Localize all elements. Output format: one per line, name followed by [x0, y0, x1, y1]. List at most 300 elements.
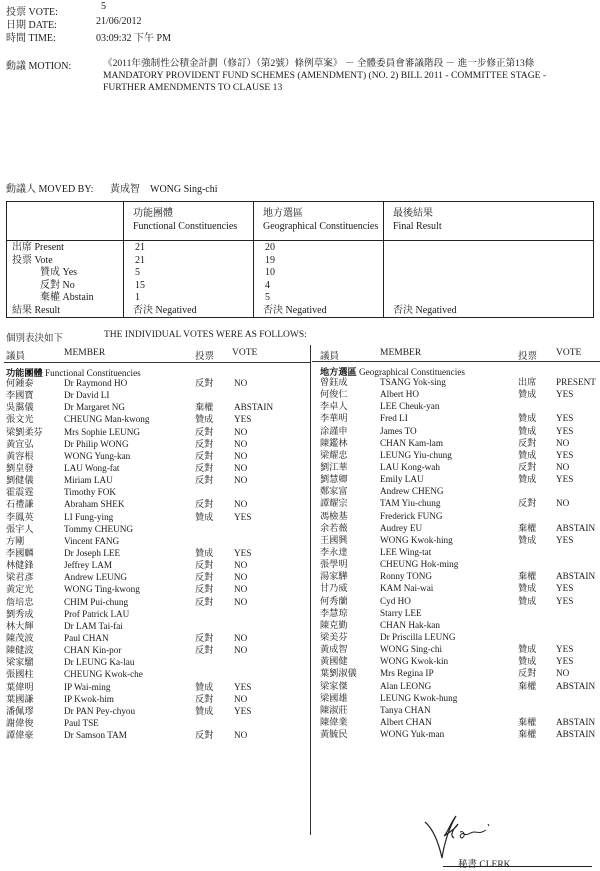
member-vote-en: YES — [556, 413, 574, 424]
row-label-no: 反對 No — [40, 279, 75, 291]
member-vote-en: YES — [234, 414, 252, 425]
member-name-zh: 葉劉淑儀 — [320, 668, 357, 679]
member-name-en: Dr LEUNG Ka-lau — [64, 657, 135, 668]
member-name-en: CHEUNG Kwok-che — [64, 669, 143, 680]
member-name-en: WONG Sing-chi — [380, 644, 443, 655]
member-row — [320, 522, 600, 534]
member-name-zh: 李華明 — [320, 413, 348, 424]
member-row — [320, 473, 600, 485]
member-name-zh: 黃毓民 — [320, 729, 348, 740]
member-vote-en: NO — [234, 693, 248, 704]
member-name-zh: 石禮謙 — [6, 499, 34, 510]
member-name-en: Paul CHAN — [64, 632, 109, 643]
member-row — [6, 377, 306, 389]
col-geographical-zh: 地方選區 — [263, 208, 303, 219]
member-vote-zh: 贊成 — [518, 449, 537, 460]
summary-divider — [383, 202, 384, 317]
member-vote-zh: 贊成 — [195, 705, 214, 716]
member-name-en: Audrey EU — [380, 522, 423, 533]
member-name-zh: 梁家傑 — [320, 680, 348, 691]
member-name-en: Dr LAM Tai-fai — [64, 620, 123, 631]
member-name-en: Jeffrey LAM — [64, 560, 113, 571]
member-row — [6, 462, 306, 474]
member-name-en: LEUNG Yiu-chung — [380, 449, 452, 460]
member-name-zh: 李鳳英 — [6, 511, 34, 522]
member-name-zh: 譚偉豪 — [6, 730, 34, 741]
geographical-no: 4 — [265, 279, 270, 291]
member-name-en: IP Wai-ming — [64, 681, 111, 692]
member-name-en: Timothy FOK — [64, 487, 116, 498]
row-label-abstain: 棄權 Abstain — [40, 292, 94, 304]
left-header-vote-zh: 投票 — [195, 352, 215, 362]
member-vote-zh: 反對 — [195, 438, 214, 449]
member-row — [6, 498, 306, 510]
member-vote-zh: 反對 — [195, 632, 214, 643]
member-name-zh: 李國寶 — [6, 390, 34, 401]
member-vote-zh: 贊成 — [518, 425, 537, 436]
member-vote-zh: 反對 — [195, 584, 214, 595]
member-name-zh: 葉國謙 — [6, 693, 34, 704]
row-label-vote: 投票 Vote — [12, 254, 53, 266]
member-name-zh: 劉秀成 — [6, 608, 34, 619]
member-vote-zh: 贊成 — [195, 547, 214, 558]
member-name-en: Tanya CHAN — [380, 704, 431, 715]
member-name-zh: 劉健儀 — [6, 475, 34, 486]
member-row — [320, 643, 600, 655]
individual-votes-title-zh: 個別表決如下 — [6, 334, 64, 344]
member-row — [6, 596, 306, 608]
member-name-zh: 黃成智 — [320, 644, 348, 655]
member-name-zh: 馮檢基 — [320, 510, 348, 521]
col-final-en: Final Result — [393, 221, 442, 232]
member-name-zh: 張宇人 — [6, 523, 34, 534]
clerk-label: 秘書 CLERK — [458, 860, 511, 870]
member-row — [6, 426, 306, 438]
right-header-member-zh: 議員 — [320, 352, 340, 362]
member-row — [320, 558, 600, 570]
member-name-zh: 劉慧卿 — [320, 474, 348, 485]
member-name-en: Andrew CHENG — [380, 486, 444, 497]
member-name-zh: 梁君彥 — [6, 572, 34, 583]
member-vote-en: YES — [556, 449, 574, 460]
member-row — [320, 485, 600, 497]
functional-no: 15 — [135, 279, 145, 291]
member-vote-zh: 反對 — [195, 693, 214, 704]
member-name-zh: 黃宜弘 — [6, 438, 34, 449]
right-header-vote-zh: 投票 — [518, 352, 538, 362]
member-vote-en: NO — [234, 499, 248, 510]
col-functional-en: Functional Constituencies — [133, 221, 238, 232]
member-row — [6, 523, 306, 535]
member-row — [320, 631, 600, 643]
member-name-en: Paul TSE — [64, 717, 99, 728]
member-vote-zh: 棄權 — [195, 402, 214, 413]
member-vote-en: YES — [556, 534, 574, 545]
member-name-en: CHEUNG Man-kwong — [64, 414, 150, 425]
member-row — [6, 413, 306, 425]
member-row — [6, 656, 306, 668]
member-vote-en: ABSTAIN — [234, 402, 274, 413]
member-row — [6, 571, 306, 583]
member-vote-zh: 贊成 — [518, 595, 537, 606]
member-vote-zh: 贊成 — [518, 644, 537, 655]
member-vote-zh: 棄權 — [518, 729, 537, 740]
member-name-zh: 方剛 — [6, 535, 25, 546]
member-vote-en: YES — [556, 644, 574, 655]
member-vote-en: YES — [556, 474, 574, 485]
member-row — [320, 704, 600, 716]
member-vote-en: YES — [556, 656, 574, 667]
member-vote-zh: 反對 — [195, 596, 214, 607]
member-name-en: Ronny TONG — [380, 571, 432, 582]
member-row — [320, 582, 600, 594]
member-name-en: IP Kwok-him — [64, 693, 114, 704]
member-row — [6, 547, 306, 559]
motion-line-en-1: MANDATORY PROVIDENT FUND SCHEMES (AMENDMENT) (NO. 2) BILL 2011 - COMMITTEE STAGE - — [103, 70, 547, 81]
member-name-en: KAM Nai-wai — [380, 583, 434, 594]
member-name-zh: 陳偉業 — [320, 716, 348, 727]
functional-abstain: 1 — [135, 292, 140, 304]
member-vote-zh: 棄權 — [518, 680, 537, 691]
member-name-en: WONG Ting-kwong — [64, 584, 140, 595]
member-name-zh: 陳健波 — [6, 645, 34, 656]
member-name-en: Albert CHAN — [380, 716, 432, 727]
member-vote-zh: 反對 — [518, 461, 537, 472]
member-vote-en: YES — [556, 425, 574, 436]
member-vote-zh: 贊成 — [518, 583, 537, 594]
member-vote-en: NO — [234, 462, 248, 473]
member-name-zh: 黃定光 — [6, 584, 34, 595]
left-header-member-en: MEMBER — [64, 348, 106, 358]
member-name-zh: 謝偉俊 — [6, 717, 34, 728]
member-name-en: CHAN Kin-por — [64, 645, 122, 656]
member-name-en: Emily LAU — [380, 474, 424, 485]
member-vote-zh: 棄權 — [518, 522, 537, 533]
member-name-en: WONG Kwok-hing — [380, 534, 453, 545]
member-name-en: Albert HO — [380, 389, 420, 400]
right-header-member-en: MEMBER — [380, 348, 422, 358]
geographical-result: 否決 Negatived — [263, 304, 327, 316]
clerk-signature-line — [443, 866, 592, 867]
member-name-zh: 詹培忠 — [6, 596, 34, 607]
member-vote-en: NO — [556, 668, 570, 679]
member-row — [6, 401, 306, 413]
member-row — [320, 400, 600, 412]
member-name-zh: 黃容根 — [6, 450, 34, 461]
member-name-en: Dr Samson TAM — [64, 730, 127, 741]
functional-yes: 5 — [135, 267, 140, 279]
member-name-zh: 劉皇發 — [6, 462, 34, 473]
member-name-en: Dr Margaret NG — [64, 402, 126, 413]
member-row — [320, 655, 600, 667]
member-row — [6, 389, 306, 401]
row-label-result: 結果 Result — [12, 304, 61, 316]
member-vote-zh: 贊成 — [518, 656, 537, 667]
member-name-en: WONG Yung-kan — [64, 450, 131, 461]
member-vote-en: NO — [234, 596, 248, 607]
member-vote-zh: 贊成 — [518, 474, 537, 485]
member-row — [6, 705, 306, 717]
member-name-en: Miriam LAU — [64, 475, 113, 486]
member-name-en: LAU Kong-wah — [380, 461, 440, 472]
col-final-header — [393, 207, 442, 233]
clerk-signature — [420, 810, 500, 860]
member-name-en: Andrew LEUNG — [64, 572, 128, 583]
member-vote-zh: 贊成 — [195, 414, 214, 425]
member-name-zh: 霍震霆 — [6, 487, 34, 498]
column-divider — [310, 345, 311, 835]
member-name-en: CHEUNG Hok-ming — [380, 559, 459, 570]
member-name-zh: 陳淑莊 — [320, 704, 348, 715]
member-name-en: Mrs Sophie LEUNG — [64, 426, 141, 437]
member-vote-en: NO — [556, 498, 570, 509]
member-row — [320, 534, 600, 546]
member-row — [6, 608, 306, 620]
member-name-zh: 林健鋒 — [6, 560, 34, 571]
member-name-zh: 譚耀宗 — [320, 498, 348, 509]
member-vote-zh: 反對 — [195, 475, 214, 486]
member-name-en: Dr Raymond HO — [64, 378, 128, 388]
member-vote-zh: 棄權 — [518, 716, 537, 727]
member-name-en: Cyd HO — [380, 595, 411, 606]
member-name-zh: 湯家驊 — [320, 571, 348, 582]
col-functional-zh: 功能團體 — [133, 208, 173, 219]
member-vote-en: NO — [234, 730, 248, 741]
member-name-en: WONG Kwok-kin — [380, 656, 449, 667]
member-vote-en: NO — [234, 584, 248, 595]
member-name-zh: 何俊仁 — [320, 389, 348, 400]
member-name-en: Dr Joseph LEE — [64, 547, 121, 558]
member-name-en: Dr Priscilla LEUNG — [380, 631, 456, 642]
member-name-zh: 涂謹申 — [320, 425, 348, 436]
member-vote-en: YES — [234, 547, 252, 558]
member-row — [6, 693, 306, 705]
member-name-en: Dr PAN Pey-chyou — [64, 705, 136, 716]
member-row — [320, 595, 600, 607]
member-name-en: Dr David LI — [64, 390, 110, 401]
member-vote-zh: 棄權 — [518, 571, 537, 582]
left-header-member-zh: 議員 — [6, 352, 26, 362]
member-vote-zh: 反對 — [195, 499, 214, 510]
member-name-en: LEE Cheuk-yan — [380, 401, 440, 412]
member-row — [320, 510, 600, 522]
member-vote-en: NO — [556, 437, 570, 448]
col-final-zh: 最後結果 — [393, 208, 433, 219]
member-row — [6, 729, 306, 741]
member-vote-en: NO — [234, 560, 248, 571]
time-value: 03:09:32 下午 PM — [96, 33, 172, 44]
member-vote-en: YES — [556, 583, 574, 594]
date-label: 日期 DATE: — [6, 20, 57, 31]
motion-line-en-2: FURTHER AMENDMENTS TO CLAUSE 13 — [103, 82, 283, 93]
member-vote-zh: 贊成 — [518, 389, 537, 400]
member-name-en: LAU Wong-fat — [64, 462, 120, 473]
member-name-en: Alan LEONG — [380, 680, 432, 691]
member-name-zh: 李卓人 — [320, 401, 348, 412]
member-name-zh: 王國興 — [320, 534, 348, 545]
member-vote-zh: 反對 — [195, 572, 214, 583]
member-row — [320, 497, 600, 509]
member-row — [6, 559, 306, 571]
member-vote-zh: 反對 — [195, 378, 214, 388]
member-row — [6, 438, 306, 450]
member-vote-en: NO — [234, 426, 248, 437]
row-label-present: 出席 Present — [12, 242, 64, 253]
member-vote-en: ABSTAIN — [556, 571, 596, 582]
member-row — [320, 376, 600, 388]
member-name-zh: 余若薇 — [320, 522, 348, 533]
member-row — [320, 388, 600, 400]
member-vote-zh: 反對 — [195, 462, 214, 473]
summary-divider — [123, 202, 124, 317]
member-name-zh: 鄭家富 — [320, 486, 348, 497]
member-name-zh: 李永達 — [320, 546, 348, 557]
member-row — [6, 583, 306, 595]
member-name-en: TSANG Yok-sing — [380, 377, 446, 387]
member-row — [320, 461, 600, 473]
member-row — [6, 632, 306, 644]
member-name-en: WONG Yuk-man — [380, 729, 445, 740]
member-name-en: LEE Wing-tat — [380, 546, 432, 557]
member-vote-en: ABSTAIN — [556, 522, 596, 533]
member-vote-zh: 出席 — [518, 377, 537, 387]
member-row — [320, 667, 600, 679]
member-row — [6, 474, 306, 486]
member-row — [320, 570, 600, 582]
member-row — [320, 437, 600, 449]
member-vote-zh: 贊成 — [195, 681, 214, 692]
member-row — [6, 668, 306, 680]
member-vote-zh: 反對 — [518, 498, 537, 509]
member-name-zh: 何秀蘭 — [320, 595, 348, 606]
member-name-zh: 張學明 — [320, 559, 348, 570]
member-row — [6, 450, 306, 462]
row-label-yes: 贊成 Yes — [40, 267, 78, 279]
member-name-en: Mrs Regina IP — [380, 668, 434, 679]
motion-label: 動議 MOTION: — [6, 61, 72, 72]
geographical-group-heading-en: Geographical Constituencies — [359, 367, 465, 377]
member-name-en: Fred LI — [380, 413, 408, 424]
member-name-en: LEUNG Kwok-hung — [380, 692, 458, 703]
member-vote-zh: 反對 — [518, 437, 537, 448]
member-name-zh: 梁美芬 — [320, 631, 348, 642]
member-name-en: Frederick FUNG — [380, 510, 443, 521]
member-vote-zh: 贊成 — [195, 511, 214, 522]
member-name-en: Tommy CHEUNG — [64, 523, 134, 534]
summary-table — [6, 201, 594, 318]
functional-group-heading-en: Functional Constituencies — [45, 368, 141, 378]
member-row — [6, 511, 306, 523]
member-name-zh: 梁劉柔芬 — [6, 426, 43, 437]
member-vote-en: YES — [234, 511, 252, 522]
member-vote-en: NO — [234, 645, 248, 656]
member-vote-en: ABSTAIN — [556, 680, 596, 691]
vote-number-label: 投票 VOTE: — [6, 7, 58, 18]
member-row — [6, 535, 306, 547]
right-header-rule — [312, 361, 600, 362]
functional-present: 21 — [135, 242, 145, 253]
individual-votes-title-en: THE INDIVIDUAL VOTES WERE AS FOLLOWS: — [104, 330, 307, 340]
left-header-rule — [4, 362, 310, 363]
member-vote-en: NO — [234, 475, 248, 486]
member-name-zh: 黃國健 — [320, 656, 348, 667]
member-vote-en: YES — [556, 389, 574, 400]
member-vote-en: PRESENT — [556, 377, 596, 387]
functional-vote: 21 — [135, 254, 145, 266]
member-vote-zh: 贊成 — [518, 534, 537, 545]
member-row — [6, 620, 306, 632]
member-name-zh: 李慧琼 — [320, 607, 348, 618]
geographical-group-heading-zh: 地方選區 — [320, 367, 357, 377]
motion-line-zh: 《2011年強制性公積金計劃（修訂）（第2號）條例草案》 － 全體委員會審議階段 － 進一步修正第13條 — [103, 58, 535, 69]
summary-header-rule — [7, 240, 593, 241]
moved-by-label: 動議人 MOVED BY: — [6, 184, 94, 195]
functional-member-list — [6, 377, 306, 741]
member-vote-en: YES — [234, 681, 252, 692]
functional-group-heading-zh: 功能團體 — [6, 368, 43, 378]
geographical-member-list — [320, 376, 600, 740]
left-header-vote-en: VOTE — [232, 348, 258, 358]
motion-text — [103, 58, 546, 94]
member-vote-en: YES — [556, 595, 574, 606]
member-row — [320, 607, 600, 619]
functional-result: 否決 Negatived — [133, 304, 197, 316]
member-name-zh: 何鍾泰 — [6, 378, 34, 388]
geographical-vote: 19 — [265, 254, 275, 266]
member-name-zh: 林大輝 — [6, 620, 34, 631]
member-name-en: TAM Yiu-chung — [380, 498, 441, 509]
member-name-en: Dr Philip WONG — [64, 438, 129, 449]
member-vote-zh: 反對 — [195, 560, 214, 571]
member-name-zh: 潘佩璆 — [6, 705, 34, 716]
col-geographical-en: Geographical Constituencies — [263, 221, 379, 232]
member-vote-en: NO — [234, 632, 248, 643]
member-vote-zh: 反對 — [195, 730, 214, 741]
member-name-zh: 梁家騮 — [6, 657, 34, 668]
summary-divider — [253, 202, 254, 317]
member-row — [6, 486, 306, 498]
member-vote-en: YES — [234, 705, 252, 716]
member-name-zh: 張國柱 — [6, 669, 34, 680]
member-vote-zh: 贊成 — [518, 413, 537, 424]
member-row — [320, 546, 600, 558]
member-name-zh: 吳靄儀 — [6, 402, 34, 413]
member-name-zh: 張文光 — [6, 414, 34, 425]
member-name-en: James TO — [380, 425, 417, 436]
member-vote-en: NO — [234, 438, 248, 449]
member-row — [6, 717, 306, 729]
member-vote-en: NO — [234, 378, 248, 388]
time-label: 時間 TIME: — [6, 33, 56, 44]
member-name-en: Vincent FANG — [64, 535, 120, 546]
member-row — [320, 425, 600, 437]
member-name-zh: 梁耀忠 — [320, 449, 348, 460]
member-vote-zh: 反對 — [518, 668, 537, 679]
member-vote-en: ABSTAIN — [556, 716, 596, 727]
member-row — [320, 692, 600, 704]
right-header-vote-en: VOTE — [556, 348, 582, 358]
member-vote-zh: 反對 — [195, 426, 214, 437]
member-name-zh: 葉偉明 — [6, 681, 34, 692]
member-row — [320, 716, 600, 728]
col-geographical-header — [263, 207, 378, 233]
member-row — [6, 644, 306, 656]
member-name-en: LI Fung-ying — [64, 511, 114, 522]
member-vote-en: NO — [556, 461, 570, 472]
geographical-present: 20 — [265, 242, 275, 253]
functional-values — [135, 242, 197, 318]
member-vote-zh: 反對 — [195, 450, 214, 461]
